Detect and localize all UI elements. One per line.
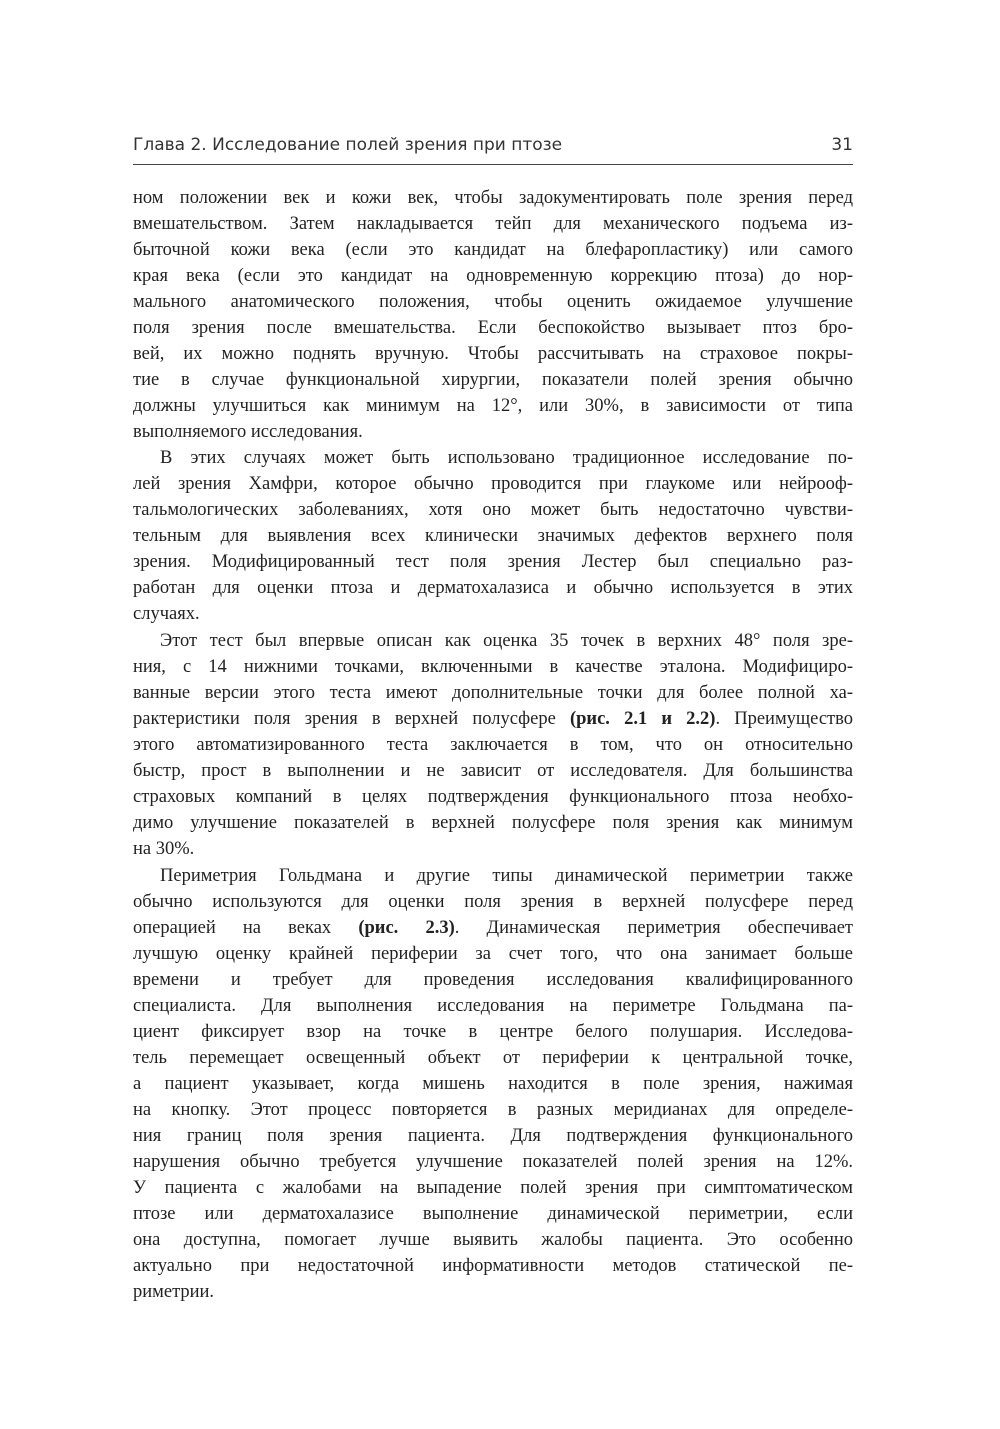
text-line: тие в случае функциональной хирургии, показатели полей зрения обычно: [133, 370, 853, 390]
text-line: специалиста. Для выполнения исследования на периметре Гольдмана па-: [133, 996, 853, 1016]
text-line: края века (если это кандидат на одновременную коррекцию птоза) до нор-: [133, 266, 853, 286]
text-line: димо улучшение показателей в верхней полусфере поля зрения как минимум: [133, 813, 853, 833]
text-line: тель перемещает освещенный объект от периферии к центральной точке,: [133, 1048, 853, 1068]
text-line: вмешательством. Затем накладывается тейп для механического подъема из-: [133, 214, 853, 234]
text-line: на 30%.: [133, 839, 195, 859]
text-line: актуально при недостаточной информативности методов статической пе-: [133, 1256, 853, 1276]
text-line: времени и требует для проведения исследования квалифицированного: [133, 970, 853, 990]
text-line: вей, их можно поднять вручную. Чтобы рассчитывать на страховое покры-: [133, 344, 853, 364]
text-line: выполняемого исследования.: [133, 422, 363, 442]
text-line: лучшую оценку крайней периферии за счет того, что она занимает больше: [133, 944, 853, 964]
text-line: птозе или дерматохалазисе выполнение динамической периметрии, если: [133, 1204, 853, 1224]
text-line: быстр, прост в выполнении и не зависит от исследователя. Для большинства: [133, 761, 853, 781]
text-line: случаях.: [133, 604, 200, 624]
text-line: работан для оценки птоза и дерматохалазиса и обычно используется в этих: [133, 578, 853, 598]
text-line: мального анатомического положения, чтобы оценить ожидаемое улучшение: [133, 292, 853, 312]
text-line: циент фиксирует взор на точке в центре белого полушария. Исследова-: [133, 1022, 853, 1042]
chapter-title: Глава 2. Исследование полей зрения при птозе: [133, 135, 563, 155]
text-line: страховых компаний в целях подтверждения функционального птоза необхо-: [133, 787, 853, 807]
header-rule: [133, 164, 853, 165]
text-line: на кнопку. Этот процесс повторяется в разных меридианах для определе-: [133, 1100, 853, 1120]
text-line: У пациента с жалобами на выпадение полей зрения при симптоматическом: [133, 1178, 853, 1198]
text-line: Этот тест был впервые описан как оценка 35 точек в верхних 48° поля зре-: [160, 631, 853, 651]
text-line: тальмологических заболеваниях, хотя оно может быть недостаточно чувстви-: [133, 500, 853, 520]
text-line: поля зрения после вмешательства. Если беспокойство вызывает птоз бро-: [133, 318, 853, 338]
text-line: Периметрия Гольдмана и другие типы динамической периметрии также: [160, 866, 853, 886]
text-line: риметрии.: [133, 1282, 215, 1302]
figure-reference: (рис. 2.1 и 2.2): [569, 709, 716, 729]
text-line: ном положении век и кожи век, чтобы задокументировать поле зрения перед: [133, 188, 853, 208]
running-header: [133, 131, 853, 161]
text-line: а пациент указывает, когда мишень находится в поле зрения, нажимая: [133, 1074, 853, 1094]
text-line: обычно используются для оценки поля зрения в верхней полусфере перед: [133, 892, 853, 912]
text-line: В этих случаях может быть использовано традиционное исследование по-: [160, 448, 853, 468]
page-number: 31: [831, 135, 853, 155]
text-line: лей зрения Хамфри, которое обычно проводится при глаукоме или нейрооф-: [133, 474, 853, 494]
text-line: должны улучшиться как минимум на 12°, или 30%, в зависимости от типа: [133, 396, 853, 416]
text-line: зрения. Модифицированный тест поля зрения Лестер был специально раз-: [133, 552, 853, 572]
text-line: операцией на веках (рис. 2.3). Динамическая периметрия обеспечивает: [133, 918, 853, 938]
text-line: ванные версии этого теста имеют дополнительные точки для более полной ха-: [133, 683, 853, 703]
text-line: этого автоматизированного теста заключается в том, что он относительно: [133, 735, 853, 755]
figure-reference: (рис. 2.3): [358, 918, 455, 938]
text-line: быточной кожи века (если это кандидат на блефаропластику) или самого: [133, 240, 853, 260]
text-line: рактеристики поля зрения в верхней полусфере (рис. 2.1 и 2.2). Преимущество: [133, 709, 853, 729]
text-line: тельным для выявления всех клинически значимых дефектов верхнего поля: [133, 526, 853, 546]
text-line: ния, с 14 нижними точками, включенными в качестве эталона. Модифициро-: [133, 657, 853, 677]
text-line: ния границ поля зрения пациента. Для подтверждения функционального: [133, 1126, 853, 1146]
text-line: она доступна, помогает лучше выявить жалобы пациента. Это особенно: [133, 1230, 853, 1250]
text-line: нарушения обычно требуется улучшение показателей полей зрения на 12%.: [133, 1152, 853, 1172]
